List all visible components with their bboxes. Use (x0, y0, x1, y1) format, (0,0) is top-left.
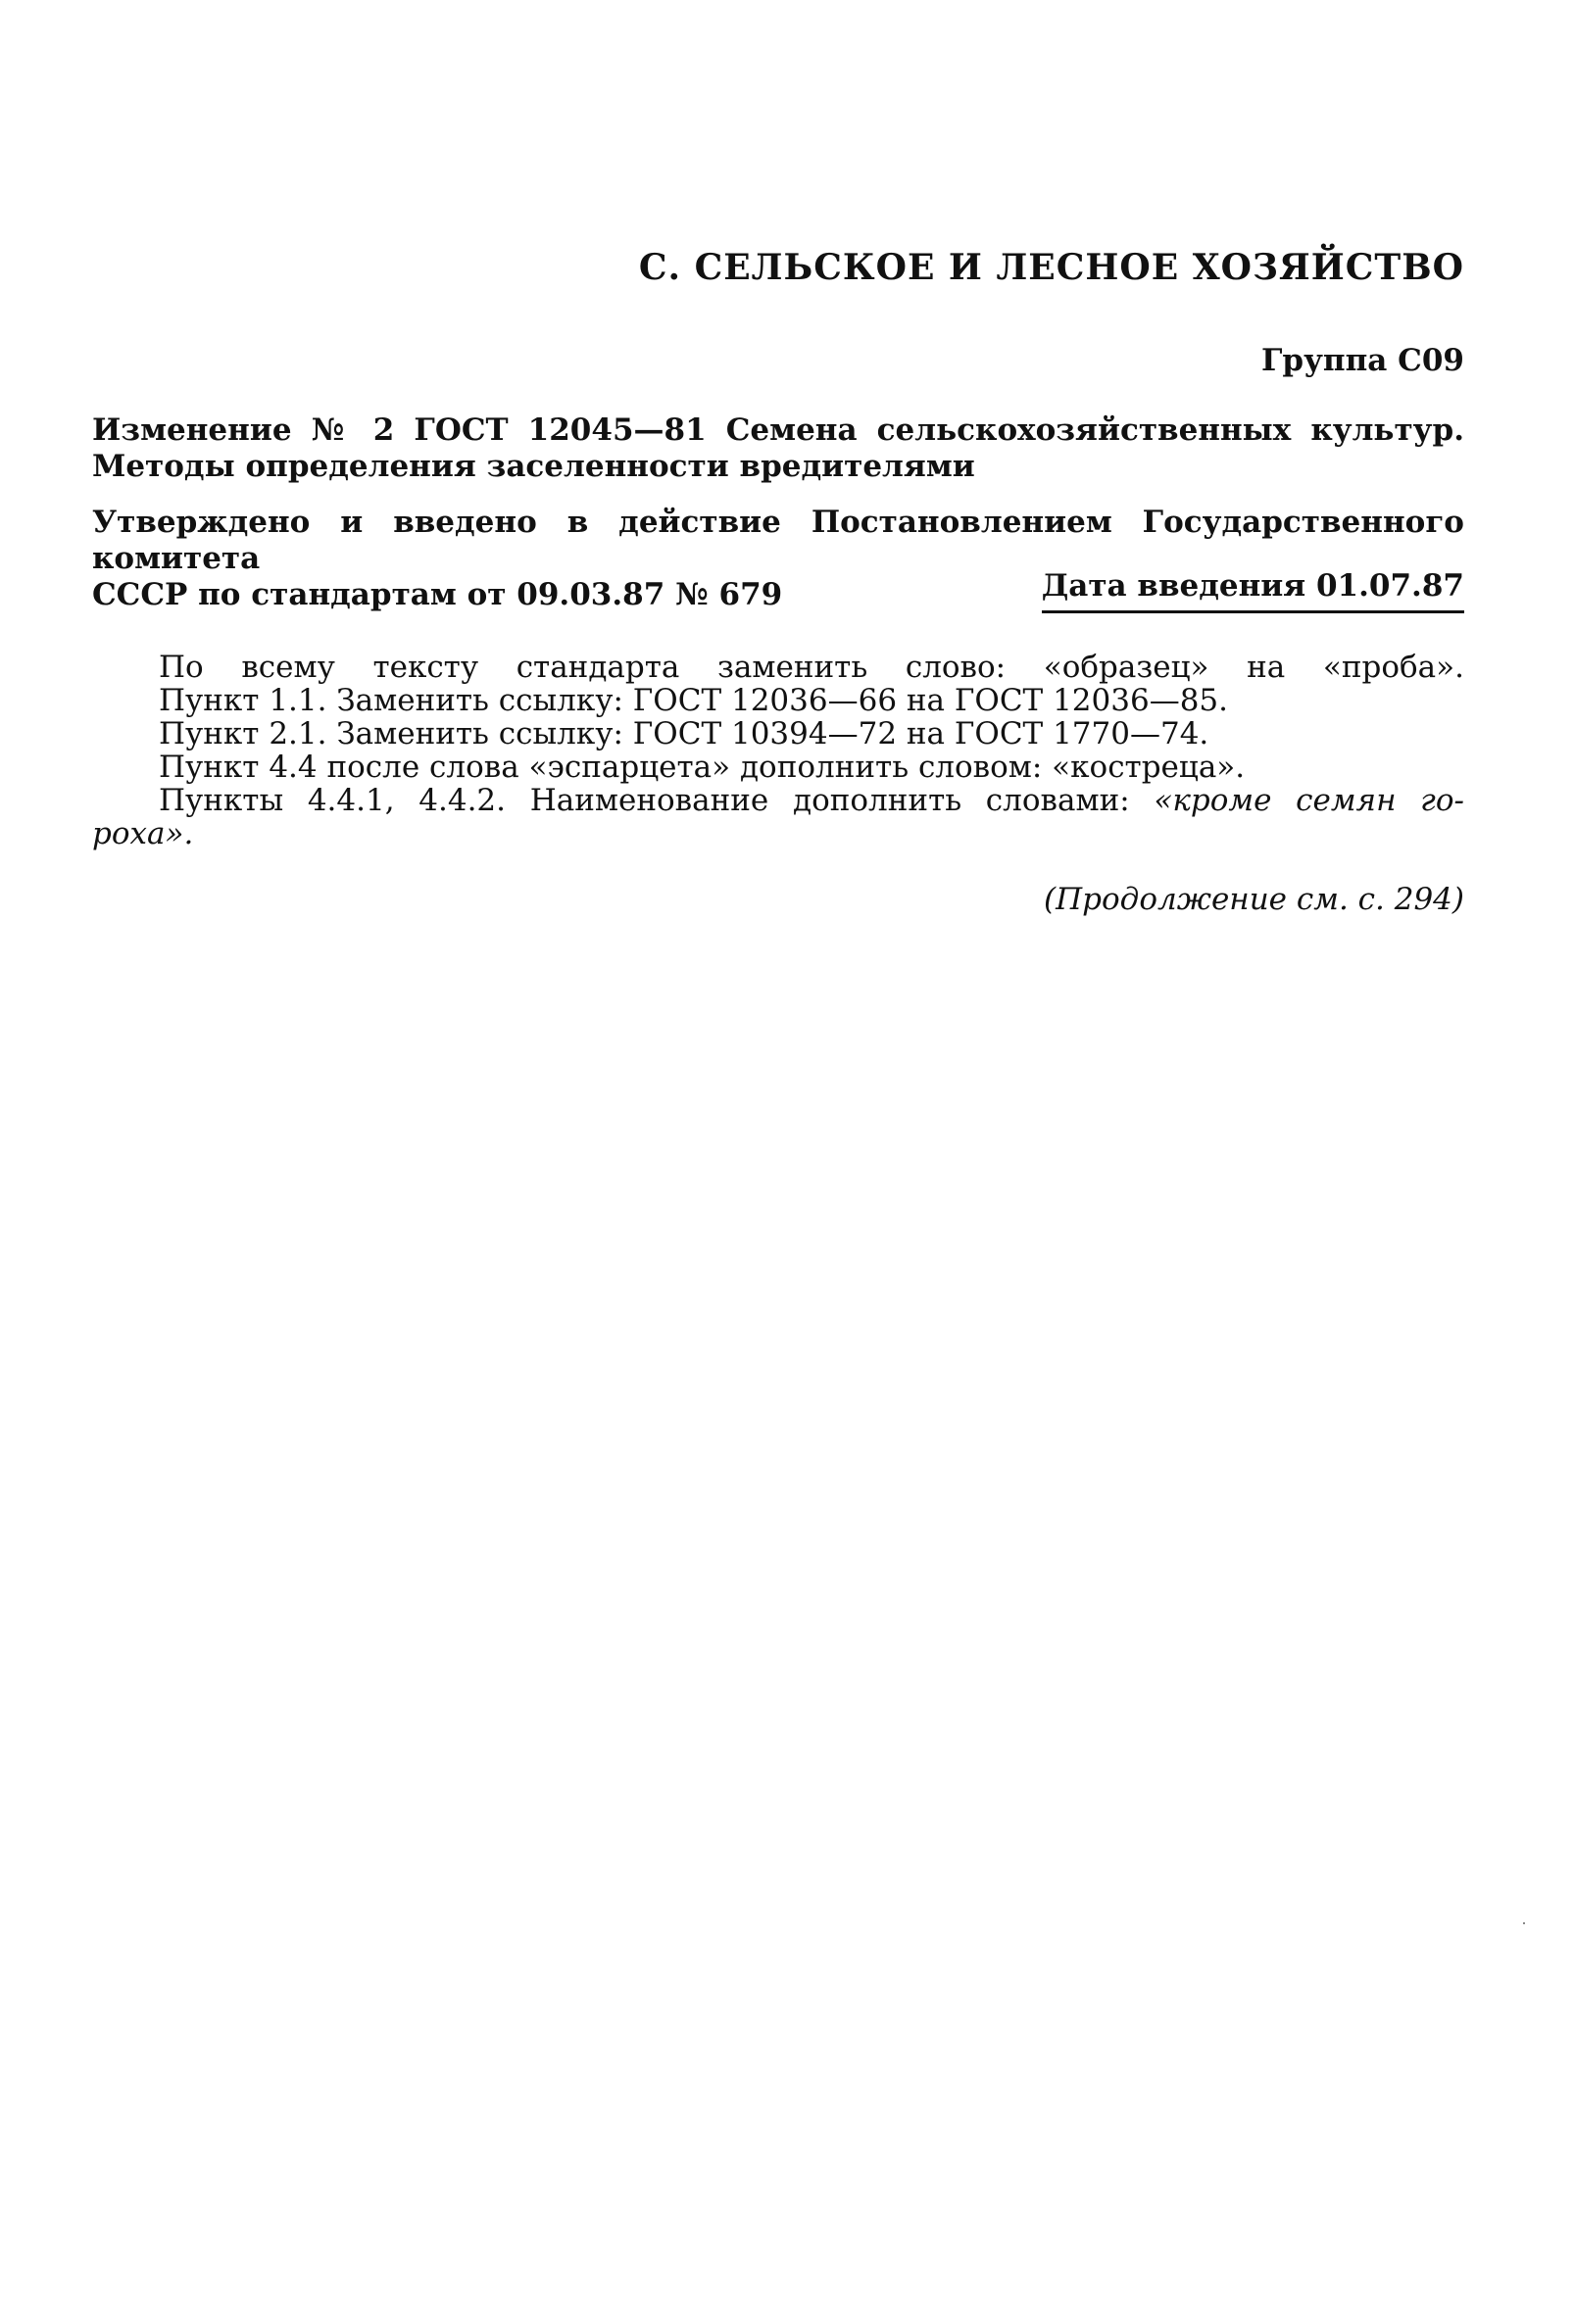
amendment-item-italic: «кроме семян го- (1154, 783, 1464, 818)
approval-line-2: СССР по стандартам от 09.03.87 № 679 (92, 577, 783, 612)
amendment-item (92, 784, 1464, 817)
approval-line-1: Утверждено и введено в действие Постановлением Государственного комитета (92, 505, 1464, 576)
amendment-item: Пункт 4.4 после слова «эспарцета» дополнить словом: «костреца». (159, 750, 1246, 785)
amendments-list (92, 651, 1464, 850)
amendment-item-text: Пункты 4.4.1, 4.4.2. Наименование дополнить словами: (159, 783, 1130, 818)
section-title: С. СЕЛЬСКОЕ И ЛЕСНОЕ ХОЗЯЙСТВО (638, 247, 1464, 288)
scan-speck (1523, 1922, 1525, 1924)
amendment-item: По всему тексту стандарта заменить слово: «образец» на «проба». (159, 650, 1464, 685)
amendment-item: Пункт 1.1. Заменить ссылку: ГОСТ 12036—66 на ГОСТ 12036—85. (159, 683, 1228, 718)
continued-note: (Продолжение см. с. 294) (1044, 882, 1464, 917)
group-label: Группа С09 (1261, 343, 1464, 378)
effective-date: Дата введения 01.07.87 (1042, 568, 1464, 613)
amendment-item-continuation: роха». (92, 816, 194, 851)
amendment-item: Пункт 2.1. Заменить ссылку: ГОСТ 10394—72 на ГОСТ 1770—74. (159, 716, 1209, 751)
change-title: Изменение № 2 ГОСТ 12045—81 Семена сельскохозяйственных культур. Методы определения заселенности вредителями (92, 412, 1464, 484)
effective-date-row (92, 568, 1464, 613)
